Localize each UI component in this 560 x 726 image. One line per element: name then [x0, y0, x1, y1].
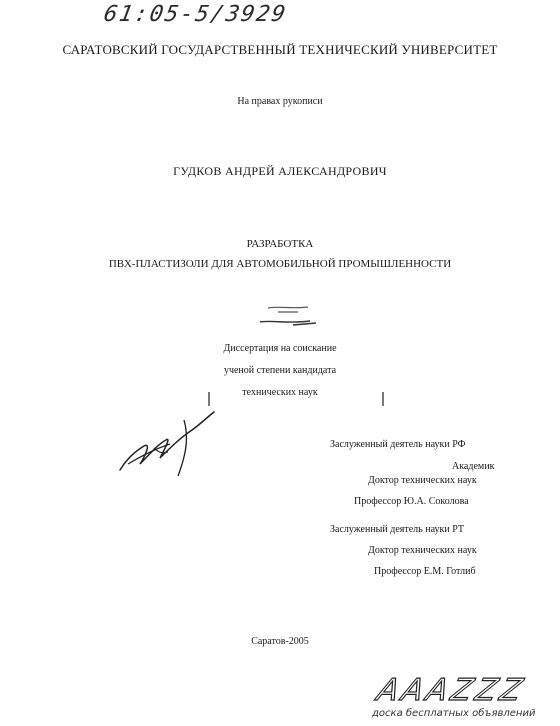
- city-year: Саратов-2005: [251, 636, 309, 647]
- dissertation-line-2: ученой степени кандидата: [223, 365, 337, 376]
- watermark-tagline: доска бесплатных объявлений: [372, 708, 536, 719]
- title-line-2: ПВХ-ПЛАСТИЗОЛИ ДЛЯ АВТОМОБИЛЬНОЙ ПРОМЫШЛЕННОСТИ: [108, 258, 452, 270]
- advisor2-name: Профессор Е.М. Готлиб: [374, 566, 476, 577]
- advisor1-degree: Доктор технических наук: [368, 475, 477, 486]
- university-name: САРАТОВСКИЙ ГОСУДАРСТВЕННЫЙ ТЕХНИЧЕСКИЙ УНИВЕРСИТЕТ: [62, 42, 498, 57]
- right-tick-mark: [380, 392, 386, 406]
- specialty-code-scribble: [238, 300, 350, 328]
- watermark-logo: [372, 673, 552, 722]
- advisor2-degree: Доктор технических наук: [368, 545, 477, 556]
- advisor1-title: Заслуженный деятель науки РФ: [330, 439, 466, 450]
- author-name: ГУДКОВ АНДРЕЙ АЛЕКСАНДРОВИЧ: [173, 164, 387, 178]
- advisor2-title: Заслуженный деятель науки РТ: [330, 524, 465, 535]
- advisor1-name: Профессор Ю.А. Соколова: [354, 496, 469, 507]
- dissertation-line-1: Диссертация на соискание: [223, 343, 337, 354]
- watermark-brand: AAAZZZ: [373, 673, 530, 708]
- archive-stamp: 61:05-5/3929: [101, 2, 290, 27]
- title-line-1: РАЗРАБОТКА: [246, 238, 314, 250]
- author-signature: [114, 400, 224, 480]
- advisor1-rank: Академик: [452, 461, 495, 472]
- dissertation-line-3: технических наук: [242, 387, 318, 398]
- rights-note: На правах рукописи: [237, 96, 323, 107]
